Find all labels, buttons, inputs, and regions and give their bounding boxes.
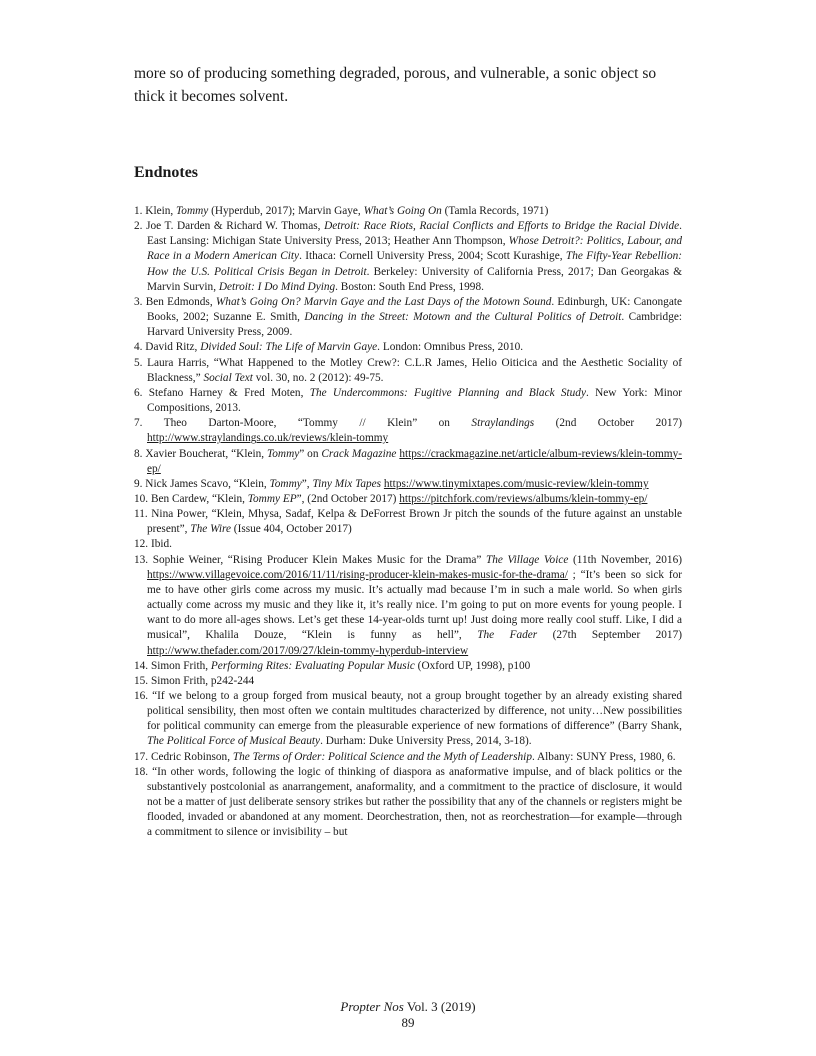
endnote-item (134, 477, 682, 492)
endnote-item (134, 386, 682, 416)
endnote-title: Social Text (203, 371, 253, 384)
journal-title: Propter Nos (340, 999, 404, 1014)
endnote-title: Performing Rites: Evaluating Popular Music (210, 659, 415, 672)
endnote-title: What’s Going On (363, 205, 442, 217)
endnote-item (134, 492, 682, 507)
endnote-text: 12. Ibid. (134, 538, 172, 551)
endnote-text: 9. Nick James Scavo, “Klein, (134, 477, 270, 490)
endnote-title: Tommy EP (247, 492, 297, 505)
endnote-title: The Wire (190, 523, 231, 536)
endnote-item (134, 447, 682, 477)
endnote-text: (27th September 2017) (537, 629, 682, 642)
endnote-title: The Fifty-Year Rebellion: How the U.S. Political Crisis Began in Detroit (147, 250, 683, 278)
endnote-text: 8. Xavier Boucherat, “Klein, (134, 447, 268, 460)
endnote-text: . Boston: South End Press, 1998. (335, 280, 484, 293)
endnote-title: Detroit: Race Riots, Racial Conflicts and Efforts to Bridge the Racial Divide (324, 220, 680, 233)
endnote-title: Dancing in the Street: Motown and the Cultural Politics of Detroit (304, 311, 622, 324)
endnote-title: The Terms of Order: Political Science and the Myth of Leadership (232, 750, 532, 763)
endnote-item (134, 204, 682, 219)
endnote-item (134, 765, 682, 841)
endnote-title: What’s Going On? Marvin Gaye and the Last Days of the Motown Sound (215, 295, 552, 308)
endnote-item (134, 553, 682, 659)
endnote-link[interactable]: http://www.thefader.com/2017/09/27/klein-tommy-hyperdub-interview (147, 644, 469, 657)
endnote-text: (11th November, 2016) (568, 553, 682, 566)
endnote-item (134, 689, 682, 750)
endnote-text: . London: Omnibus Press, 2010. (377, 341, 524, 354)
endnote-text: . Edinburgh, UK: Canongate Books, 2002; Suzanne E. Smith, (147, 295, 682, 324)
endnote-text: . New York: Minor Compositions, 2013. (147, 386, 682, 415)
endnotes-list (134, 204, 682, 841)
endnote-title: The Village Voice (485, 553, 569, 566)
endnote-link[interactable]: https://www.tinymixtapes.com/music-review/klein-tommy (383, 477, 649, 490)
journal-volume: Vol. 3 (2019) (403, 999, 476, 1014)
endnote-text: 4. David Ritz, (134, 341, 201, 354)
endnote-text: . Cambridge: Harvard University Press, 2009. (147, 311, 683, 339)
endnote-text: . Berkeley: University of California Press, 2017; Dan Georgakas & Marvin Survin, (147, 265, 682, 293)
endnote-text: 6. Stefano Harney & Fred Moten, (134, 386, 310, 399)
endnote-text: 10. Ben Cardew, “Klein, (134, 492, 248, 505)
endnote-title: Whose Detroit?: Politics, Labour, and Race in a Modern American City (147, 235, 682, 263)
endnote-title: Divided Soul: The Life of Marvin Gaye (200, 341, 378, 354)
endnote-link[interactable]: https://www.villagevoice.com/2016/11/11/rising-producer-klein-makes-music-for-the-drama/ (147, 568, 568, 581)
endnote-title: Detroit: I Do Mind Dying (218, 280, 336, 293)
endnote-text: 14. Simon Frith, (134, 659, 211, 672)
endnote-item (134, 295, 682, 340)
endnote-text: ”, (2nd October 2017) (296, 492, 400, 505)
endnote-title: Crack Magazine (321, 447, 397, 460)
journal-info (0, 999, 816, 1015)
endnote-text: (Issue 404, October 2017) (230, 523, 352, 536)
endnote-item (134, 356, 682, 386)
endnote-title: The Undercommons: Fugitive Planning and Black Study (309, 386, 586, 399)
endnote-item (134, 219, 682, 295)
endnote-text: vol. 30, no. 2 (2012): 49-75. (252, 371, 384, 384)
endnote-item (134, 674, 682, 689)
endnote-title: Tommy (176, 205, 209, 217)
endnote-item (134, 659, 682, 674)
endnote-text: 3. Ben Edmonds, (134, 295, 216, 308)
endnote-text: 17. Cedric Robinson, (134, 750, 233, 763)
endnote-text: ” on (299, 447, 322, 460)
endnote-text: 18. “In other words, following the logic of thinking of diaspora as anaformative impulse, and of black politics or the substantively postcolonial as anarrangement, anaformality, and a commitment to the practice of disclosure, it would not be a matter of just deliberate sensory strikes but rather the possibility that any of the channels or registers might be flooded, invaded or abandoned at any moment. Deorchestration, then, not as reorchestration—for example—through a commitment to silence or invisibility – but (134, 765, 682, 839)
endnote-item (134, 750, 682, 765)
endnote-title: The Political Force of Musical Beauty (147, 735, 321, 748)
endnote-text: 15. Simon Frith, p242-244 (134, 674, 255, 687)
endnote-item (134, 507, 682, 537)
endnote-text: 7. Theo Darton-Moore, “Tommy // Klein” on (134, 417, 472, 430)
endnote-text: 5. Laura Harris, “What Happened to the Motley Crew?: C.L.R James, Helio Oiticica and the Aesthetic Sociality of Blackness,” (134, 356, 682, 384)
endnote-link[interactable]: http://www.straylandings.co.uk/reviews/klein-tommy (147, 432, 389, 445)
endnote-text: 13. Sophie Weiner, “Rising Producer Klein Makes Music for the Drama” (134, 553, 486, 566)
endnote-link[interactable]: https://crackmagazine.net/article/album-reviews/klein-tommy-ep/ (147, 447, 682, 475)
endnote-text: ”, (301, 477, 313, 490)
endnote-item (134, 537, 682, 552)
endnote-text: ; “It’s been so sick for me to have other girls come across my music. It’s actually mad because I’m in such a male world. So when girls actually come across my music and they like it, it’s really nice. I’m going to put on more events for young people. I want to do more all-ages shows. Let’s get these 14-year-olds turnt up! Just doing more really cool stuff. Like, I did a musical”, Khalila Douze, “Klein is funny as hell”, (147, 568, 682, 642)
endnotes-heading: Endnotes (134, 164, 199, 181)
endnote-text: . Durham: Duke University Press, 2014, 3-18). (320, 735, 532, 748)
endnote-text: (Tamla Records, 1971) (441, 205, 549, 217)
endnote-text: (Oxford UP, 1998), p100 (414, 659, 531, 672)
endnote-text: 16. “If we belong to a group forged from musical beauty, not a group brought together by an already existing shared political sensibility, then most often we contain multitudes characterized by difference, not unity…New possibilities for political community can emerge from the pleasurable experience of new formations of difference” (Barry Shank, (134, 690, 682, 733)
endnote-text: (2nd October 2017) (534, 417, 682, 430)
endnote-text: 1. Klein, (134, 205, 177, 217)
body-paragraph: more so of producing something degraded, porous, and vulnerable, a sonic object so thick it becomes solvent. (134, 65, 657, 105)
endnote-title: Tommy (267, 447, 300, 460)
endnote-text: . East Lansing: Michigan State University Press, 2013; Heather Ann Thompson, (147, 220, 682, 248)
endnote-text: (Hyperdub, 2017); Marvin Gaye, (208, 205, 364, 217)
endnote-text: . Albany: SUNY Press, 1980, 6. (531, 750, 676, 763)
endnote-title: Tommy (269, 477, 302, 490)
endnote-item (134, 416, 682, 446)
endnote-link[interactable]: https://pitchfork.com/reviews/albums/klein-tommy-ep/ (399, 492, 648, 505)
endnote-title: Straylandings (471, 417, 535, 430)
endnote-item (134, 340, 682, 355)
endnote-text: 11. Nina Power, “Klein, Mhysa, Sadaf, Kelpa & DeForrest Brown Jr pitch the sounds of the future against an unstable present”, (134, 508, 682, 536)
endnote-text: 2. Joe T. Darden & Richard W. Thomas, (134, 220, 325, 233)
endnote-title: Tiny Mix Tapes (312, 477, 382, 490)
page-number: 89 (401, 1015, 415, 1030)
page-content (134, 62, 682, 841)
endnote-text: . Ithaca: Cornell University Press, 2004; Scott Kurashige, (299, 250, 566, 263)
endnote-title: The Fader (477, 629, 538, 642)
page-footer (0, 999, 816, 1031)
